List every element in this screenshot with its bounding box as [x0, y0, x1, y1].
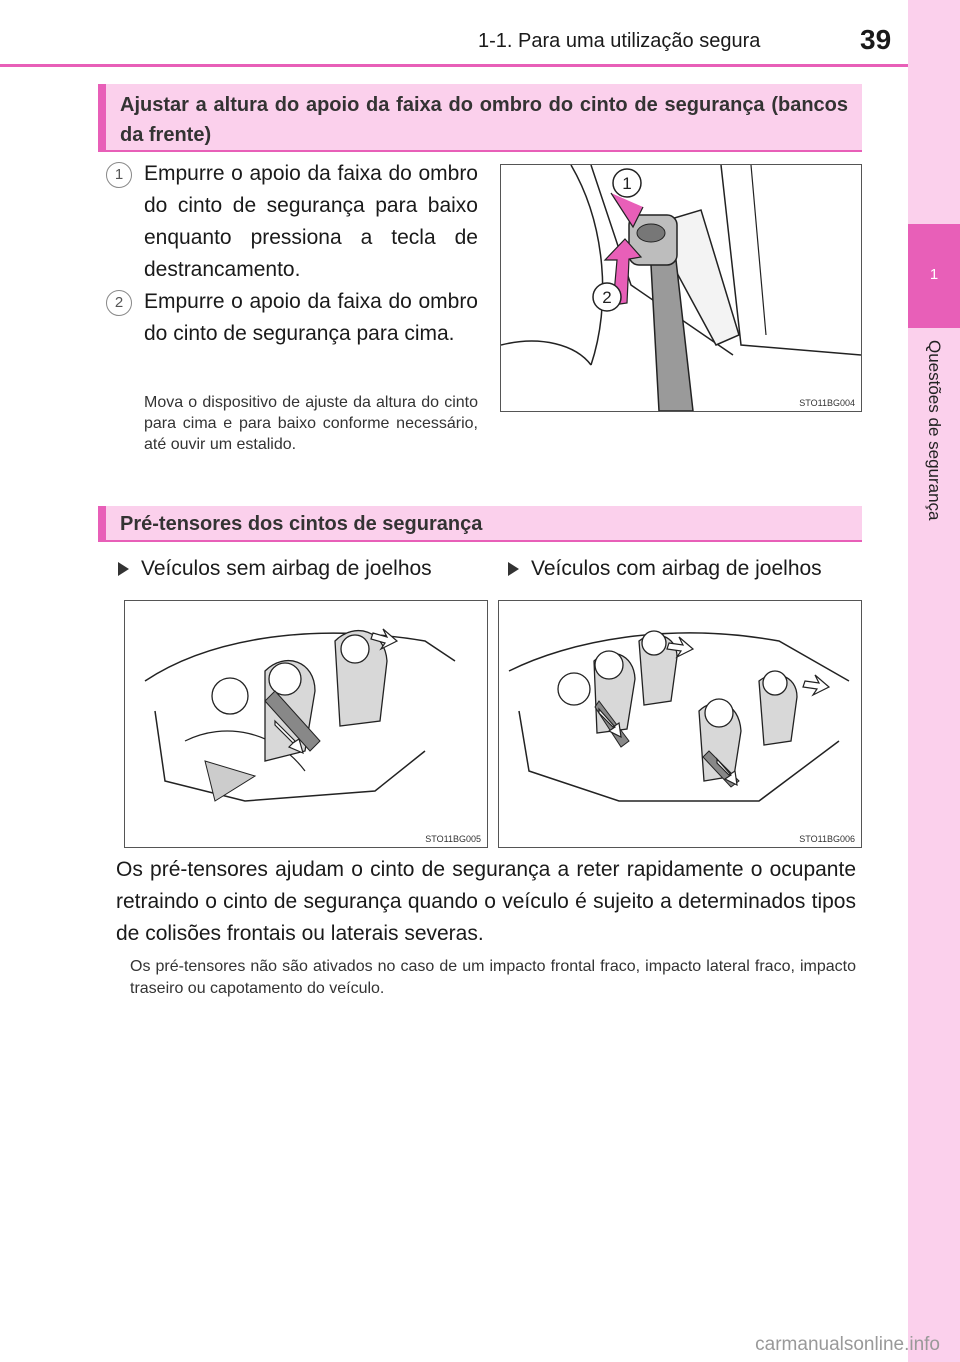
figure-code: STO11BG006 [799, 834, 855, 844]
shoulder-anchor-figure [500, 164, 862, 412]
pretensioner-figure-knee-airbag [498, 600, 862, 848]
page-number: 39 [860, 24, 892, 55]
bullet-knee-airbag [508, 556, 822, 582]
triangle-bullet-icon [118, 562, 129, 576]
side-tab-label: Questões de segurança [925, 340, 944, 521]
bullet-no-knee-airbag [118, 556, 432, 582]
step-marker-1: 1 [106, 162, 132, 188]
step-marker-2: 2 [106, 290, 132, 316]
callout-1-label: 1 [622, 174, 632, 193]
triangle-bullet-icon [508, 562, 519, 576]
callout-2-label: 2 [602, 288, 612, 307]
bullet-label: Veículos com airbag de joelhos [531, 557, 822, 580]
pretensioner-figure-no-knee-airbag [124, 600, 488, 848]
adjuster-note: Mova o dispositivo de ajuste da altura do cinto para cima e para baixo conforme necessário, até ouvir um estalido. [144, 394, 478, 453]
step-text-2: Empurre o apoio da faixa do ombro do cinto de segurança para cima. [144, 290, 478, 345]
header-rule [0, 64, 908, 67]
figure-code: STO11BG005 [425, 834, 481, 844]
pretensioner-illustration-front-rear [499, 601, 861, 847]
watermark: carmanualsonline.info [755, 1334, 940, 1355]
section-heading-shoulder-anchor: Ajustar a altura do apoio da faixa do ombro do cinto de segurança (bancos da frente) [98, 84, 862, 152]
bullet-label: Veículos sem airbag de joelhos [141, 557, 432, 580]
shoulder-anchor-illustration [501, 165, 861, 411]
side-tab-number: 1 [929, 266, 939, 283]
section-heading-pretensioners: Pré-tensores dos cintos de segurança [98, 506, 862, 542]
side-tab [908, 0, 960, 1362]
step-text-1: Empurre o apoio da faixa do ombro do cinto de segurança para baixo enquanto pressiona a tecla de destrancamento. [144, 162, 478, 281]
pretensioner-note: Os pré-tensores não são ativados no caso de um impacto frontal fraco, impacto lateral fraco, impacto traseiro ou capotamento do veículo. [130, 958, 856, 997]
pretensioner-paragraph: Os pré-tensores ajudam o cinto de segurança a reter rapidamente o ocupante retraindo o cinto de segurança quando o veículo é sujeito a determinados tipos de colisões frontais ou laterais severas. [116, 858, 856, 945]
figure-code: STO11BG004 [799, 398, 855, 408]
pretensioner-illustration-front [125, 601, 487, 847]
chapter-title: 1-1. Para uma utilização segura [478, 30, 761, 52]
